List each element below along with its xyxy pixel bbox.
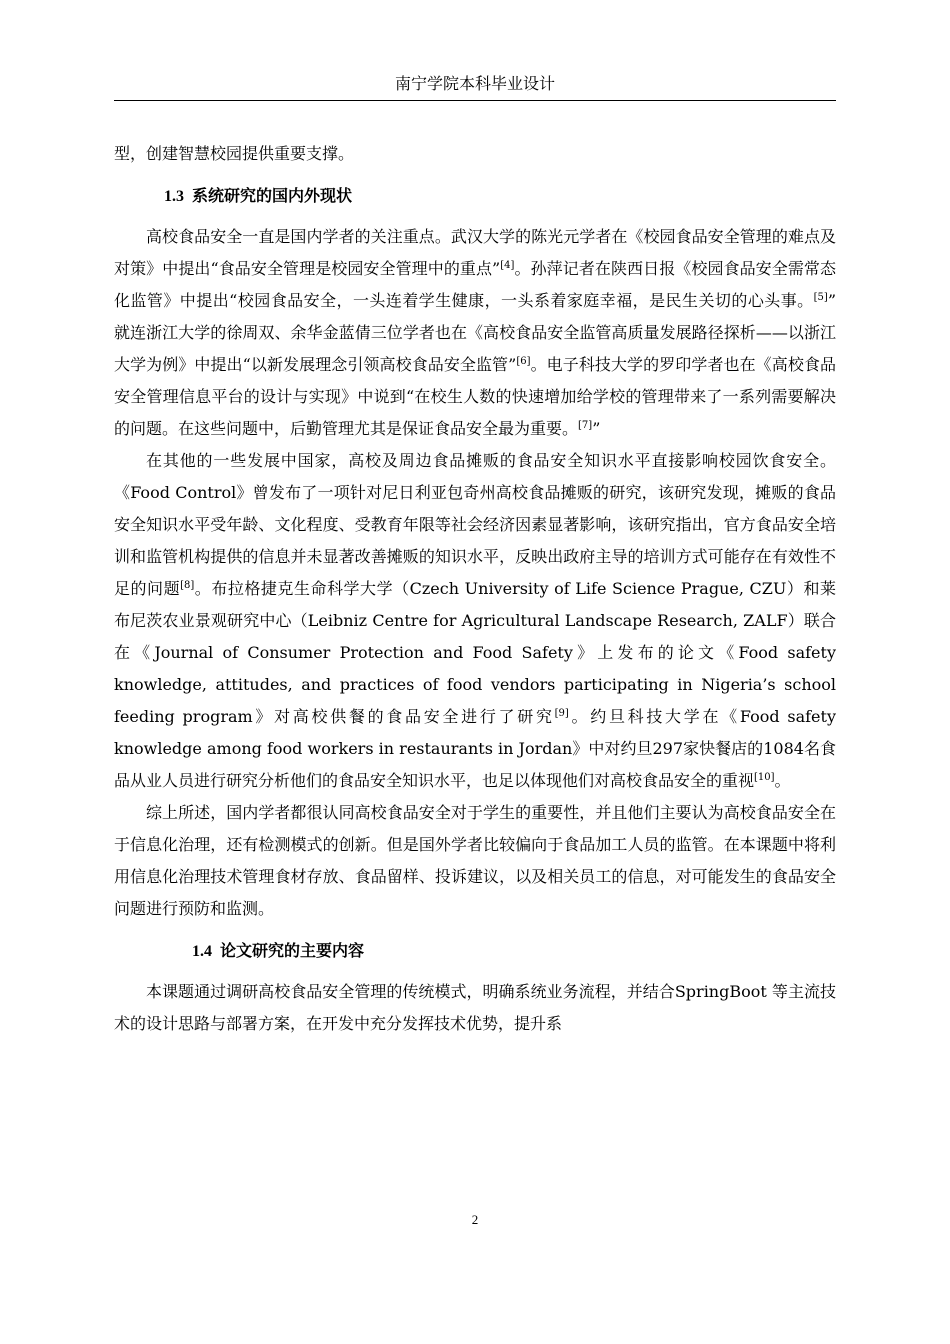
- document-body: [114, 138, 836, 1040]
- header-rule: [114, 100, 836, 101]
- text-run: 。孙萍记者在陕西日报《校园食品安全需常态化监管》中提出“校园食品安全，一头连着学生健康，一头系着家庭幸福，是民生关切的心头事。: [114, 259, 836, 310]
- page-header: 南宁学院本科毕业设计: [394, 74, 555, 93]
- paragraph-summary: 综上所述，国内学者都很认同高校食品安全对于学生的重要性，并且他们主要认为高校食品安全在于信息化治理，还有检测模式的创新。但是国外学者比较偏向于食品加工人员的监管。在本课题中将利用信息化治理技术管理食材存放、食品留样、投诉建议，以及相关员工的信息，对可能发生的食品安全问题进行预防和监测。: [114, 803, 836, 918]
- text-run: ” 就连浙江大学的徐周双、余华金蓝倩三位学者也在《高校食品安全监管高质量发展路径探析——以浙江大学为例》中提出“以新发展理念引领高校食品安全监管”: [114, 291, 836, 374]
- page-number: 2: [471, 1212, 479, 1227]
- paragraph-continuation: 型，创建智慧校园提供重要支撑。: [114, 144, 355, 163]
- citation-ref: [10]: [754, 772, 775, 783]
- citation-ref: [7]: [578, 420, 593, 431]
- citation-ref: [9]: [554, 708, 569, 719]
- text-run: 高校食品安全一直是国内学者的关注重点。武汉大学的陈光元学者在《校园食品安全管理的难点及对策》中提出“食品安全管理是校园安全管理中的重点”: [114, 227, 836, 278]
- text-run: 。: [774, 771, 791, 790]
- text-run: 。电子科技大学的罗印学者也在《高校食品安全管理信息平台的设计与实现》中说到“在校生人数的快速增加给学校的管理带来了一系列需要解决的问题。在这些问题中，后勤管理尤其是保证食品安全最为重要。: [114, 355, 836, 438]
- section-number: 1.4: [192, 943, 212, 960]
- citation-ref: [6]: [516, 356, 531, 367]
- section-title: 论文研究的主要内容: [220, 941, 365, 960]
- text-run: 。布拉格捷克生命科学大学（Czech University of Life Science Prague, CZU）和莱布尼茨农业景观研究中心（Leibniz Centre for Agricultural Landscape Research, ZALF）联合在《Journal of Consumer Protection and Food Safety》上发布的论文《Food safety knowledge, attitudes, and practices of food vendors participating in Nigeria’s school feeding program》对高校供餐的食品安全进行了研究: [114, 579, 836, 726]
- section-heading-1-3: [114, 180, 836, 213]
- citation-ref: [4]: [500, 260, 515, 271]
- citation-ref: [8]: [180, 580, 195, 591]
- section-heading-1-4: [114, 935, 836, 968]
- paragraph-foreign-research: [114, 445, 836, 797]
- paragraph-main-content: 本课题通过调研高校食品安全管理的传统模式，明确系统业务流程，并结合SpringBoot 等主流技术的设计思路与部署方案，在开发中充分发挥技术优势，提升系: [114, 982, 836, 1033]
- citation-ref: [5]: [813, 292, 828, 303]
- section-title: 系统研究的国内外现状: [192, 186, 353, 205]
- text-run: 在其他的一些发展中国家，高校及周边食品摊贩的食品安全知识水平直接影响校园饮食安全。《Food Control》曾发布了一项针对尼日利亚包奇州高校食品摊贩的研究，该研究发现，摊贩的食品安全知识水平受年龄、文化程度、受教育年限等社会经济因素显著影响，该研究指出，官方食品安全培训和监管机构提供的信息并未显著改善摊贩的知识水平，反映出政府主导的培训方式可能存在有效性不足的问题: [114, 451, 836, 598]
- text-run: 。约旦科技大学在《Food safety knowledge among food workers in restaurants in Jordan》中对约旦297家快餐店的1084名食品从业人员进行研究分析他们的食品安全知识水平，也足以体现他们对高校食品安全的重视: [114, 707, 836, 790]
- text-run: ”: [592, 419, 601, 438]
- paragraph-domestic-research: [114, 221, 836, 445]
- section-number: 1.3: [164, 188, 184, 205]
